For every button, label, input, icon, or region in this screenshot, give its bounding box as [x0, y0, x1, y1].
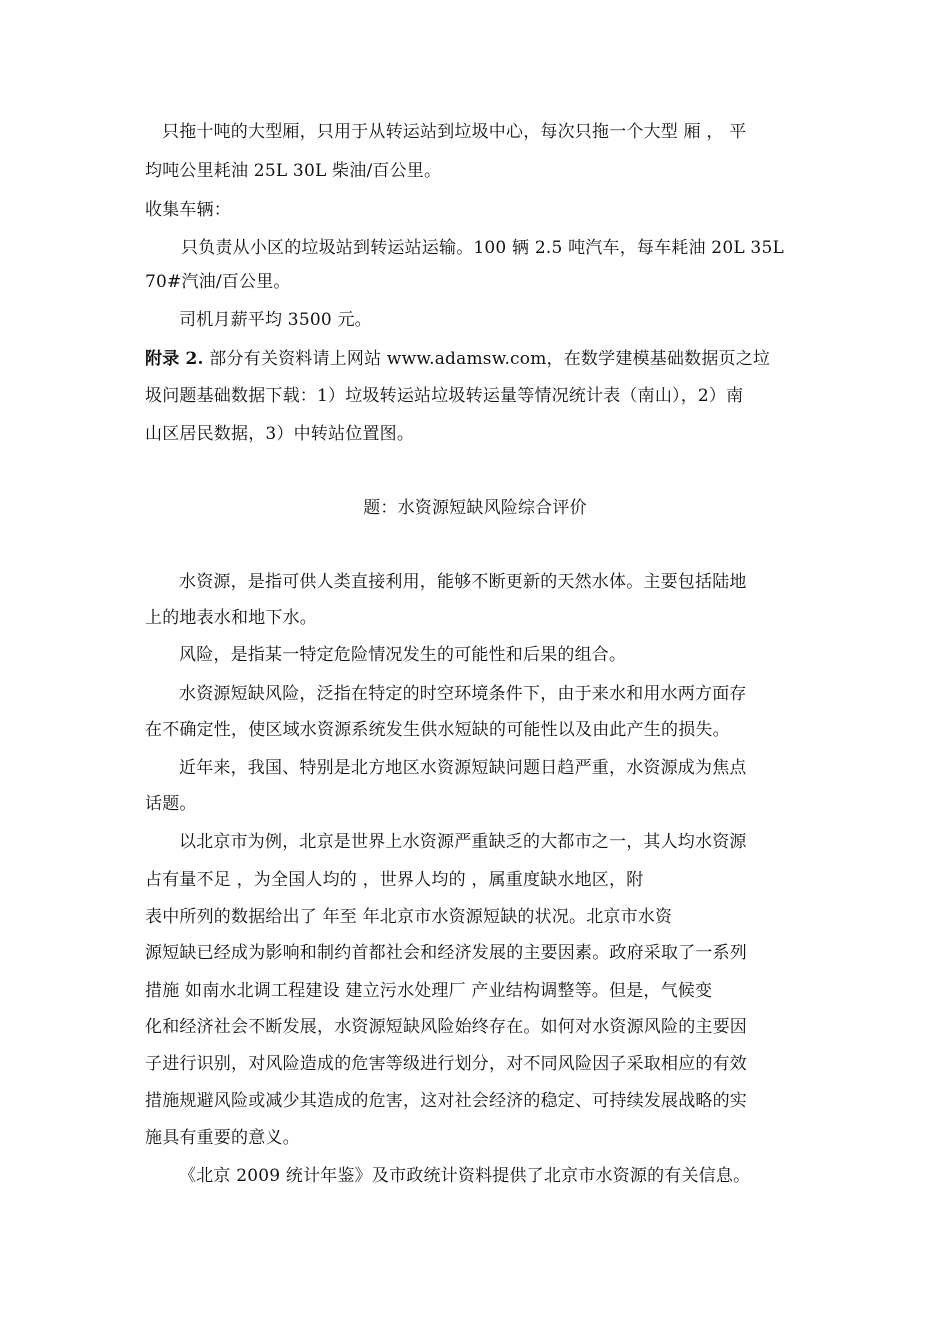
text-line: 圾问题基础数据下载：1）垃圾转运站垃圾转运量等情况统计表（南山），2）南	[145, 386, 744, 406]
text-line: 司机月薪平均 3500 元。	[179, 310, 372, 330]
section-heading: 收集车辆：	[145, 200, 231, 220]
paragraph-line: 措施 如南水北调工程建设 建立污水处理厂 产业结构调整等。但是，气候变	[145, 981, 713, 1001]
paragraph-line: 源短缺已经成为影响和制约首都社会和经济发展的主要因素。政府采取了一系列	[145, 943, 747, 963]
text-line: 山区居民数据，3）中转站位置图。	[145, 424, 415, 444]
paragraph-line: 风险，是指某一特定危险情况发生的可能性和后果的组合。	[179, 645, 627, 665]
paragraph-line: 化和经济社会不断发展，水资源短缺风险始终存在。如何对水资源风险的主要因	[145, 1017, 747, 1037]
text-line: 只拖十吨的大型厢，只用于从转运站到垃圾中心，每次只拖一个大型 厢 ， 平	[162, 122, 747, 142]
appendix-label: 附录 2.	[145, 349, 204, 369]
paragraph-line: 以北京市为例，北京是世界上水资源严重缺乏的大都市之一，其人均水资源	[179, 832, 747, 852]
text-line: 均吨公里耗油 25L 30L 柴油/百公里。	[145, 161, 442, 181]
paragraph-line: 水资源短缺风险，泛指在特定的时空环境条件下，由于来水和用水两方面存	[179, 684, 747, 704]
text-line: 只负责从小区的垃圾站到转运站运输。100 辆 2.5 吨汽车，每车耗油 20L 35L	[181, 238, 784, 258]
paragraph-line: 施具有重要的意义。	[145, 1128, 300, 1148]
paragraph-line: 在不确定性，使区域水资源系统发生供水短缺的可能性以及由此产生的损失。	[145, 720, 730, 740]
paragraph-line: 《北京 2009 统计年鉴》及市政统计资料提供了北京市水资源的有关信息。	[179, 1166, 751, 1186]
paragraph-line: 子进行识别，对风险造成的危害等级进行划分，对不同风险因子采取相应的有效	[145, 1054, 747, 1074]
paragraph-line: 占有量不足 ，为全国人均的 ，世界人均的 ，属重度缺水地区，附	[145, 870, 644, 890]
section-title: 题：水资源短缺风险综合评价	[363, 498, 587, 518]
appendix-text: 部分有关资料请上网站 www.adamsw.com，在数学建模基础数据页之垃	[203, 349, 771, 369]
paragraph-line: 上的地表水和地下水。	[145, 608, 317, 628]
paragraph-line: 水资源，是指可供人类直接利用，能够不断更新的天然水体。主要包括陆地	[179, 572, 747, 592]
appendix-line	[145, 345, 810, 373]
paragraph-line: 表中所列的数据给出了 年至 年北京市水资源短缺的状况。北京市水资	[145, 907, 673, 927]
paragraph-line: 近年来，我国、特别是北方地区水资源短缺问题日趋严重，水资源成为焦点	[179, 758, 747, 778]
paragraph-line: 话题。	[145, 794, 197, 814]
text-line: 70#汽油/百公里。	[145, 272, 291, 292]
paragraph-line: 措施规避风险或减少其造成的危害，这对社会经济的稳定、可持续发展战略的实	[145, 1091, 747, 1111]
